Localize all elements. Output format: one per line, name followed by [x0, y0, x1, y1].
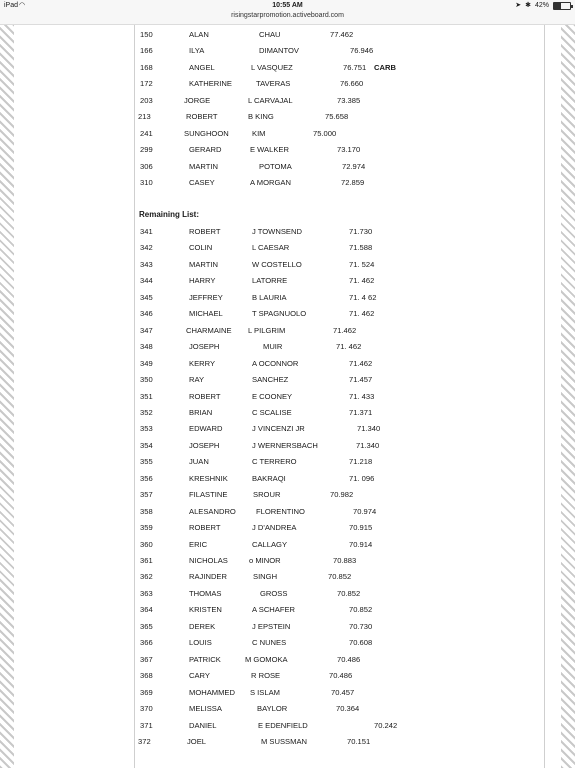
- score: 71.340: [356, 440, 380, 450]
- score: 71. 462: [336, 342, 362, 352]
- score: 70.915: [349, 523, 373, 533]
- last-name: M SUSSMAN: [261, 736, 307, 746]
- score: 71.730: [349, 227, 373, 236]
- first-name: SUNGHOON: [184, 128, 229, 138]
- last-name: LATORRE: [252, 276, 288, 286]
- score: 75.000: [313, 128, 337, 138]
- score: 73.385: [337, 95, 361, 105]
- list-number: 343: [140, 259, 153, 269]
- first-name: MELISSA: [189, 704, 222, 714]
- score: 71.457: [349, 375, 373, 385]
- list-number: 352: [140, 407, 153, 417]
- url-text: risingstarpromotion.activeboard.com: [231, 12, 344, 19]
- first-name: JOSEPH: [189, 342, 220, 352]
- score: 71.462: [333, 325, 357, 335]
- list-number: 368: [140, 671, 153, 681]
- post-content: [14, 25, 561, 768]
- first-name: JOSEPH: [189, 440, 220, 450]
- list-number: 349: [140, 358, 153, 368]
- first-name: ALESANDRO: [189, 506, 236, 516]
- first-name: JOEL: [187, 736, 206, 746]
- score: 72.859: [341, 178, 365, 188]
- last-name: SANCHEZ: [252, 375, 289, 385]
- wifi-icon: ◠: [19, 2, 26, 9]
- score: 70.608: [349, 638, 373, 648]
- score: 70.364: [336, 704, 360, 714]
- score: 76.946: [350, 46, 374, 56]
- list-number: 166: [140, 46, 153, 56]
- list-number: 362: [140, 572, 153, 582]
- list-number: 168: [140, 62, 153, 72]
- left-page-border: [0, 25, 14, 768]
- last-name: C NUNES: [252, 638, 287, 648]
- score: 76.751: [343, 62, 367, 72]
- first-name: MICHAEL: [189, 309, 223, 319]
- last-name: J TOWNSEND: [252, 227, 302, 236]
- clock: 10:55 AM: [272, 2, 303, 9]
- first-name: KATHERINE: [189, 79, 232, 89]
- battery-percent: 42%: [534, 2, 549, 9]
- last-name: J WERNERSBACH: [252, 440, 318, 450]
- first-name: JORGE: [184, 95, 211, 105]
- last-name: B KING: [248, 112, 274, 122]
- list-number: 358: [140, 506, 153, 516]
- first-name: PATRICK: [189, 654, 221, 664]
- url-bar[interactable]: [0, 12, 575, 25]
- list-number: 347: [140, 325, 153, 335]
- first-name: HARRY: [189, 276, 216, 286]
- list-number: 366: [140, 638, 153, 648]
- list-number: 354: [140, 440, 153, 450]
- score: 77.462: [330, 30, 354, 39]
- list-number: 365: [140, 621, 153, 631]
- score: 72.974: [342, 161, 366, 171]
- last-name: BAYLOR: [257, 704, 288, 714]
- score: 71.462: [349, 358, 373, 368]
- score: 71.340: [357, 424, 381, 434]
- list-number: 350: [140, 375, 153, 385]
- last-name: POTOMA: [259, 161, 292, 171]
- first-name: JEFFREY: [189, 292, 223, 302]
- first-name: ALAN: [189, 30, 209, 39]
- last-name: SROUR: [253, 490, 281, 500]
- last-name: R ROSE: [251, 671, 281, 681]
- last-name: MUIR: [263, 342, 283, 352]
- list-number: 213: [138, 112, 151, 122]
- left-divider: [134, 25, 135, 768]
- first-name: COLIN: [189, 243, 213, 253]
- list-number: 363: [140, 588, 153, 598]
- first-name: RAJINDER: [189, 572, 227, 582]
- score: 76.660: [340, 79, 364, 89]
- list-number: 367: [140, 654, 153, 664]
- last-name: T SPAGNUOLO: [252, 309, 307, 319]
- list-number: 345: [140, 292, 153, 302]
- score: 70.486: [337, 654, 361, 664]
- first-name: ANGEL: [189, 62, 215, 72]
- score: 70.852: [328, 572, 352, 582]
- list-number: 351: [140, 391, 153, 401]
- location-icon: ➤: [515, 2, 522, 9]
- score: 70.486: [329, 671, 353, 681]
- first-name: MOHAMMED: [189, 687, 235, 697]
- score: 70.852: [349, 605, 373, 615]
- last-name: E EDENFIELD: [258, 720, 308, 730]
- list-number: 341: [140, 227, 153, 236]
- list-number: 356: [140, 473, 153, 483]
- carb-tag: CARB: [374, 62, 396, 72]
- list-number: 355: [140, 457, 153, 467]
- list-number: 310: [140, 178, 153, 188]
- list-number: 299: [140, 145, 153, 155]
- list-number: 344: [140, 276, 153, 286]
- score: 70.852: [337, 588, 361, 598]
- battery-icon: [553, 2, 571, 10]
- first-name: DANIEL: [189, 720, 217, 730]
- score: 70.242: [374, 720, 398, 730]
- last-name: J D'ANDREA: [252, 523, 297, 533]
- last-name: TAVERAS: [256, 79, 291, 89]
- list-number: 364: [140, 605, 153, 615]
- last-name: A SCHAFER: [252, 605, 296, 615]
- first-name: MARTIN: [189, 259, 218, 269]
- first-name: DEREK: [189, 621, 216, 631]
- battery-fill: [554, 3, 561, 9]
- score: 71. 096: [349, 473, 375, 483]
- status-bar: [0, 0, 575, 12]
- bluetooth-icon: ✱: [525, 2, 531, 9]
- list-number: 371: [140, 720, 153, 730]
- first-name: JUAN: [189, 457, 209, 467]
- score: 71.588: [349, 243, 373, 253]
- last-name: FLORENTINO: [256, 506, 305, 516]
- first-name: THOMAS: [189, 588, 222, 598]
- last-name: L CARVAJAL: [248, 95, 293, 105]
- score: 71. 462: [349, 276, 375, 286]
- first-name: FILASTINE: [189, 490, 228, 500]
- last-name: C TERRERO: [252, 457, 297, 467]
- right-divider: [544, 25, 545, 768]
- last-name: W COSTELLO: [252, 259, 302, 269]
- last-name: C SCALISE: [252, 407, 292, 417]
- status-right: [515, 0, 571, 12]
- list-number: 241: [140, 128, 153, 138]
- last-name: o MINOR: [249, 556, 281, 565]
- last-name: BAKRAQI: [252, 473, 286, 483]
- first-name: ROBERT: [189, 523, 221, 533]
- first-name: CARY: [189, 671, 210, 681]
- last-name: GROSS: [260, 588, 288, 598]
- first-name: EDWARD: [189, 424, 223, 434]
- score: 70.457: [331, 687, 355, 697]
- first-name: CHARMAINE: [186, 325, 232, 335]
- first-name: ILYA: [189, 46, 205, 56]
- list-number: 172: [140, 79, 153, 89]
- score: 70.883: [333, 556, 357, 565]
- list-number: 357: [140, 490, 153, 500]
- first-name: RAY: [189, 375, 205, 385]
- first-name: ROBERT: [189, 227, 221, 236]
- score: 71.218: [349, 457, 373, 467]
- carrier-label: iPad: [4, 2, 19, 9]
- last-name: B LAURIA: [252, 292, 287, 302]
- first-name: ROBERT: [186, 112, 218, 122]
- score: 70.914: [349, 539, 373, 549]
- list-number: 348: [140, 342, 153, 352]
- first-name: KERRY: [189, 358, 216, 368]
- list-number: 353: [140, 424, 153, 434]
- list-number: 370: [140, 704, 153, 714]
- list-number: 372: [138, 736, 151, 746]
- score: 71. 462: [349, 309, 375, 319]
- remaining-list-title: Remaining List:: [139, 210, 200, 219]
- list-number: 203: [140, 95, 153, 105]
- score: 70.982: [330, 490, 354, 500]
- first-name: GERARD: [189, 145, 222, 155]
- list-number: 150: [140, 30, 153, 39]
- last-name: CALLAGY: [252, 539, 288, 549]
- list-number: 346: [140, 309, 153, 319]
- first-name: KRESHNIK: [189, 473, 228, 483]
- last-name: L PILGRIM: [248, 325, 286, 335]
- score: 70.974: [353, 506, 377, 516]
- first-name: MARTIN: [189, 161, 218, 171]
- score: 75.658: [325, 112, 349, 122]
- last-name: A OCONNOR: [252, 358, 299, 368]
- score: 71. 433: [349, 391, 375, 401]
- right-page-border: [561, 25, 575, 768]
- last-name: DIMANTOV: [259, 46, 299, 56]
- last-name: L VASQUEZ: [251, 62, 293, 72]
- first-name: ROBERT: [189, 391, 221, 401]
- last-name: A MORGAN: [250, 178, 291, 188]
- list-number: 306: [140, 161, 153, 171]
- score: 73.170: [337, 145, 361, 155]
- last-name: J EPSTEIN: [252, 621, 291, 631]
- score: 70.730: [349, 621, 373, 631]
- last-name: SINGH: [253, 572, 278, 582]
- score: 71.371: [349, 407, 373, 417]
- first-name: ERIC: [189, 539, 208, 549]
- score: 71. 4 62: [349, 292, 377, 302]
- first-name: BRIAN: [189, 407, 213, 417]
- first-name: NICHOLAS: [189, 556, 228, 565]
- first-name: LOUIS: [189, 638, 212, 648]
- last-name: M GOMOKA: [245, 654, 288, 664]
- first-name: KRISTEN: [189, 605, 222, 615]
- list-number: 361: [140, 556, 153, 565]
- score: 70.151: [347, 736, 371, 746]
- last-name: E WALKER: [250, 145, 289, 155]
- score: 71. 524: [349, 259, 375, 269]
- list-number: 360: [140, 539, 153, 549]
- last-name: S ISLAM: [250, 687, 280, 697]
- list-number: 342: [140, 243, 153, 253]
- last-name: J VINCENZI JR: [252, 424, 305, 434]
- last-name: CHAU: [259, 30, 281, 39]
- list-number: 369: [140, 687, 153, 697]
- last-name: L CAESAR: [252, 243, 290, 253]
- first-name: CASEY: [189, 178, 215, 188]
- last-name: KIM: [252, 128, 266, 138]
- list-number: 359: [140, 523, 153, 533]
- last-name: E COONEY: [252, 391, 293, 401]
